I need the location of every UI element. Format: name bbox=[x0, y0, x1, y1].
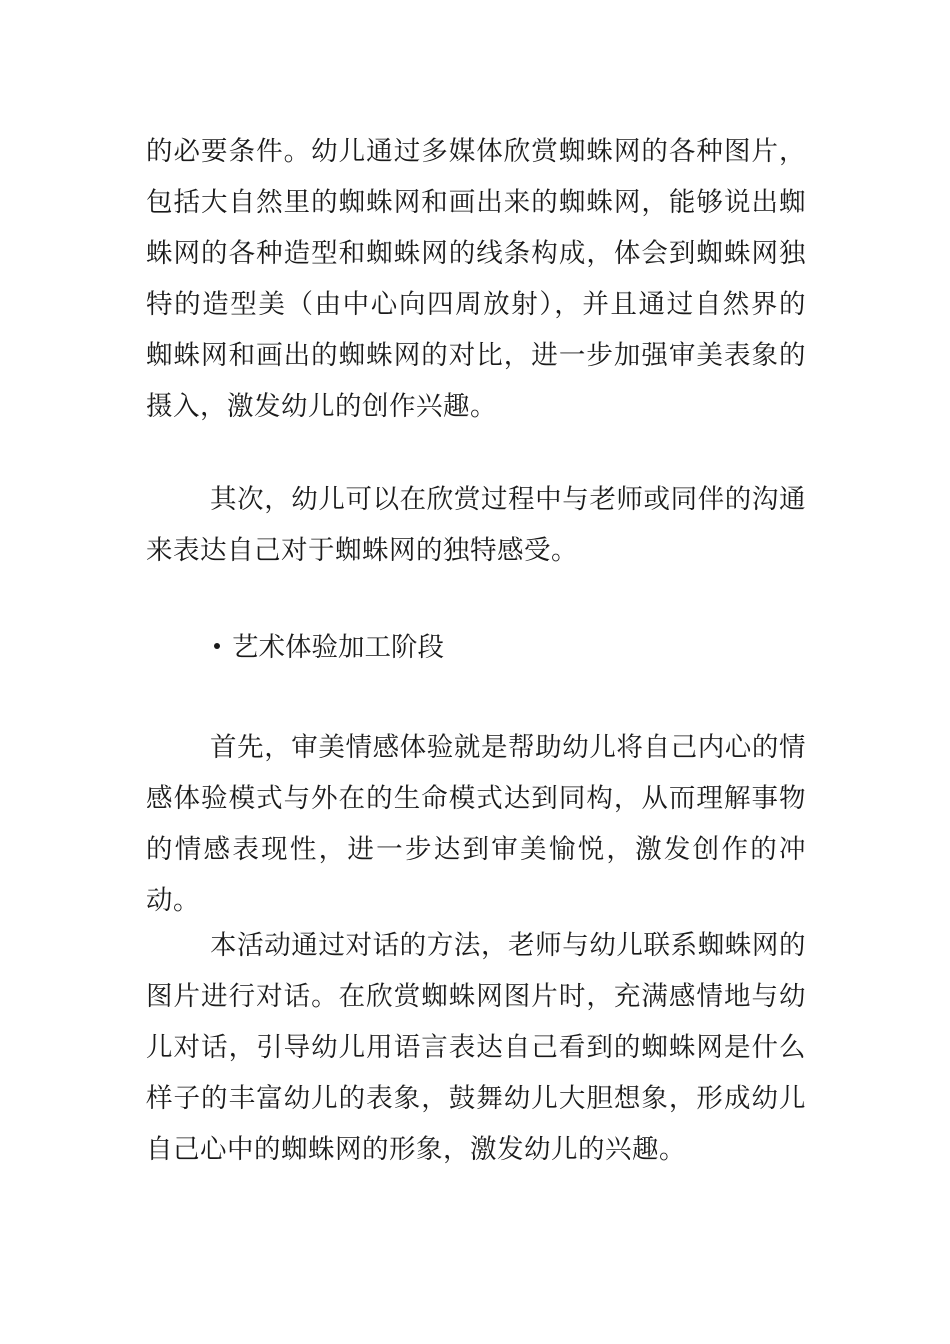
section-heading-text: 艺术体验加工阶段 bbox=[232, 632, 444, 663]
paragraph-emotional-experience: 首先，审美情感体验就是帮助幼儿将自己内心的情感体验模式与外在的生命模式达到同构，从而理解事物的情感表现性，进一步达到审美愉悦，激发创作的冲动。 bbox=[146, 732, 806, 916]
section-heading bbox=[214, 622, 444, 673]
bullet-icon bbox=[214, 643, 220, 649]
paragraph-communication: 其次，幼儿可以在欣赏过程中与老师或同伴的沟通来表达自己对于蜘蛛网的独特感受。 bbox=[146, 484, 806, 566]
paragraph-dialogue-method: 本活动通过对话的方法，老师与幼儿联系蜘蛛网的图片进行对话。在欣赏蜘蛛网图片时，充满感情地与幼儿对话，引导幼儿用语言表达自己看到的蜘蛛网是什么样子的丰富幼儿的表象，鼓舞幼儿大胆想象，形成幼儿自己心中的蜘蛛网的形象，激发幼儿的兴趣。 bbox=[146, 930, 806, 1165]
paragraph-appreciation-conditions: 的必要条件。幼儿通过多媒体欣赏蜘蛛网的各种图片，包括大自然里的蜘蛛网和画出来的蜘蛛网，能够说出蜘蛛网的各种造型和蜘蛛网的线条构成，体会到蜘蛛网独特的造型美（由中心向四周放射），并且通过自然界的蜘蛛网和画出的蜘蛛网的对比，进一步加强审美表象的摄入，激发幼儿的创作兴趣。 bbox=[146, 136, 806, 422]
